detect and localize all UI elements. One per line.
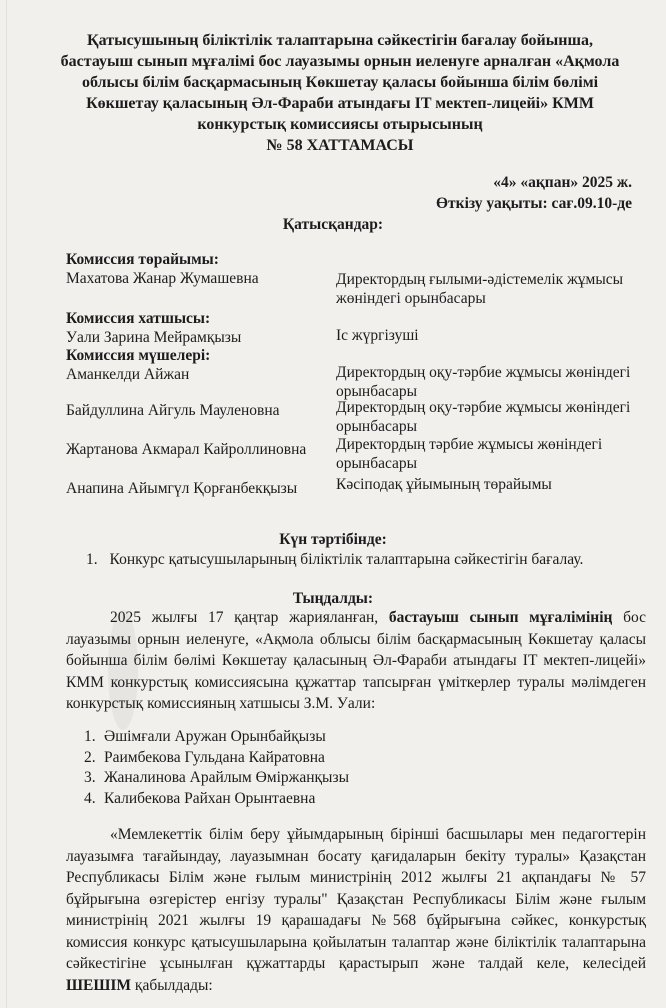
title-line: Қатысушының біліктілік талаптарына сәйкестігін бағалау бойынша, — [87, 32, 593, 49]
list-item — [84, 789, 349, 810]
agenda-item-text: Конкурс қатысушыларының біліктілік талаптарына сәйкестігін бағалау. — [109, 551, 584, 568]
meeting-time: Өткізу уақыты: сағ.09.10-де — [435, 195, 632, 212]
list-item — [84, 748, 349, 769]
candidate-name: Әшімғали Аружан Орынбайқызы — [104, 728, 326, 745]
candidate-number: 2. — [84, 748, 96, 766]
title-line: конкурстық комиссиясы отырысының — [197, 116, 483, 133]
title-line: бастауыш сынып мұғалімі бос лауазымы орнын иеленуге арналған «Ақмола — [60, 53, 620, 70]
candidate-name: Раимбекова Гульдана Кайратовна — [104, 748, 325, 766]
member-role: Кәсіподақ ұйымының төрайымы — [336, 476, 552, 493]
meeting-date: «4» «ақпан» 2025 ж. — [493, 174, 632, 191]
secretary-name: Уали Зарина Мейрамқызы — [66, 329, 242, 346]
decision-bold-text: ШЕШІМ — [66, 976, 132, 994]
member-role: Директордың оқу-тәрбие жұмысы жөніндегі орынбасары — [336, 399, 631, 435]
document-title — [40, 30, 640, 156]
candidate-number: 3. — [84, 769, 96, 786]
candidate-name: Жаналинова Арайлым Өміржанқызы — [104, 769, 350, 786]
decision-paragraph — [66, 824, 646, 996]
member-name: Аманкелди Айжан — [66, 366, 190, 383]
heard-paragraph — [66, 607, 646, 715]
title-line: облысы білім басқармасының Көкшетау қаласы бойынша білім бөлімі — [81, 74, 599, 91]
decision-text: «Мемлекеттік білім беру ұйымдарының бірінші басшылары мен педагогтерін лауазымға тағайындау, лауазымнан босату қағидаларын бекіту туралы» Қазақстан Республикасы Білім және ғылым министрінің 2012 жылғы 21 ақпандағы № 57 бұйрығына өзгерістер енгізу туралы" Қазақстан Республикасы Білім және ғылым министрінің 2021 жылғы 19 қарашадағы №568 бұйрығына сәйкес, конкурстық комиссия конкурс қатысушыларына қойылатын талаптар және біліктілік талаптарына сәйкестігіне ұсынылған құжаттарды қарастырып және талдай келе, келесідей — [66, 826, 646, 972]
candidate-list — [84, 727, 349, 809]
decision-text: қабылдады: — [131, 976, 213, 994]
candidate-number: 4. — [84, 789, 96, 807]
heard-text: бос лауазымы орнын иеленуге, «Ақмола облысы білім басқармасының Көкшетау қаласы бойынша білім бөлімі Көкшетау қаласының Әл-Фараби атындағы IT мектеп-лицейі» КММ конкурстық комиссиясына құжаттар тапсырған үміткерлер туралы мәлімдеген конкурстық комиссияның хатшысы З.М. Уали: — [66, 609, 646, 712]
date-time-block — [436, 172, 632, 214]
candidate-number: 1. — [84, 728, 96, 745]
participants-heading: Қатысқандар: — [282, 216, 384, 233]
secretary-role: Іс жүргізуші — [336, 327, 419, 344]
title-line: Көкшетау қаласының Әл-Фараби атындағы IT мектеп-лицейі» КММ — [86, 95, 594, 112]
candidate-name: Калибекова Райхан Орынтаевна — [104, 789, 316, 807]
chair-name: Махатова Жанар Жумашевна — [66, 270, 259, 287]
member-name: Байдуллина Айгуль Мауленовна — [66, 402, 280, 419]
scan-edge — [6, 0, 7, 1008]
heard-bold-text: бастауыш сынып мұғалімінің — [388, 609, 613, 626]
agenda-item-number: 1. — [86, 551, 98, 568]
secretary-label: Комиссия хатшысы: — [66, 310, 211, 327]
members-label: Комиссия мүшелері: — [66, 347, 211, 364]
member-role: Директордың тәрбие жұмысы жөніндегі орынбасары — [336, 436, 603, 472]
list-item — [84, 727, 349, 748]
member-name: Жартанова Акмарал Кайроллиновна — [66, 441, 307, 458]
heard-heading: Тыңдалды: — [292, 590, 374, 607]
list-item — [84, 768, 349, 789]
agenda-item — [86, 551, 583, 569]
agenda-heading: Күн тәртібінде: — [279, 531, 387, 548]
member-role: Директордың оқу-тәрбие жұмысы жөніндегі орынбасары — [336, 364, 631, 400]
heard-text: 2025 жылғы 17 қаңтар жарияланған, — [110, 609, 389, 626]
title-line: № 58 ХАТТАМАСЫ — [266, 137, 414, 154]
chair-label: Комиссия төрайымы: — [66, 251, 219, 268]
member-name: Анапина Айымгүл Қорғанбекқызы — [66, 480, 298, 497]
chair-role: Директордың ғылыми-әдістемелік жұмысы жөніндегі орынбасары — [336, 271, 624, 307]
